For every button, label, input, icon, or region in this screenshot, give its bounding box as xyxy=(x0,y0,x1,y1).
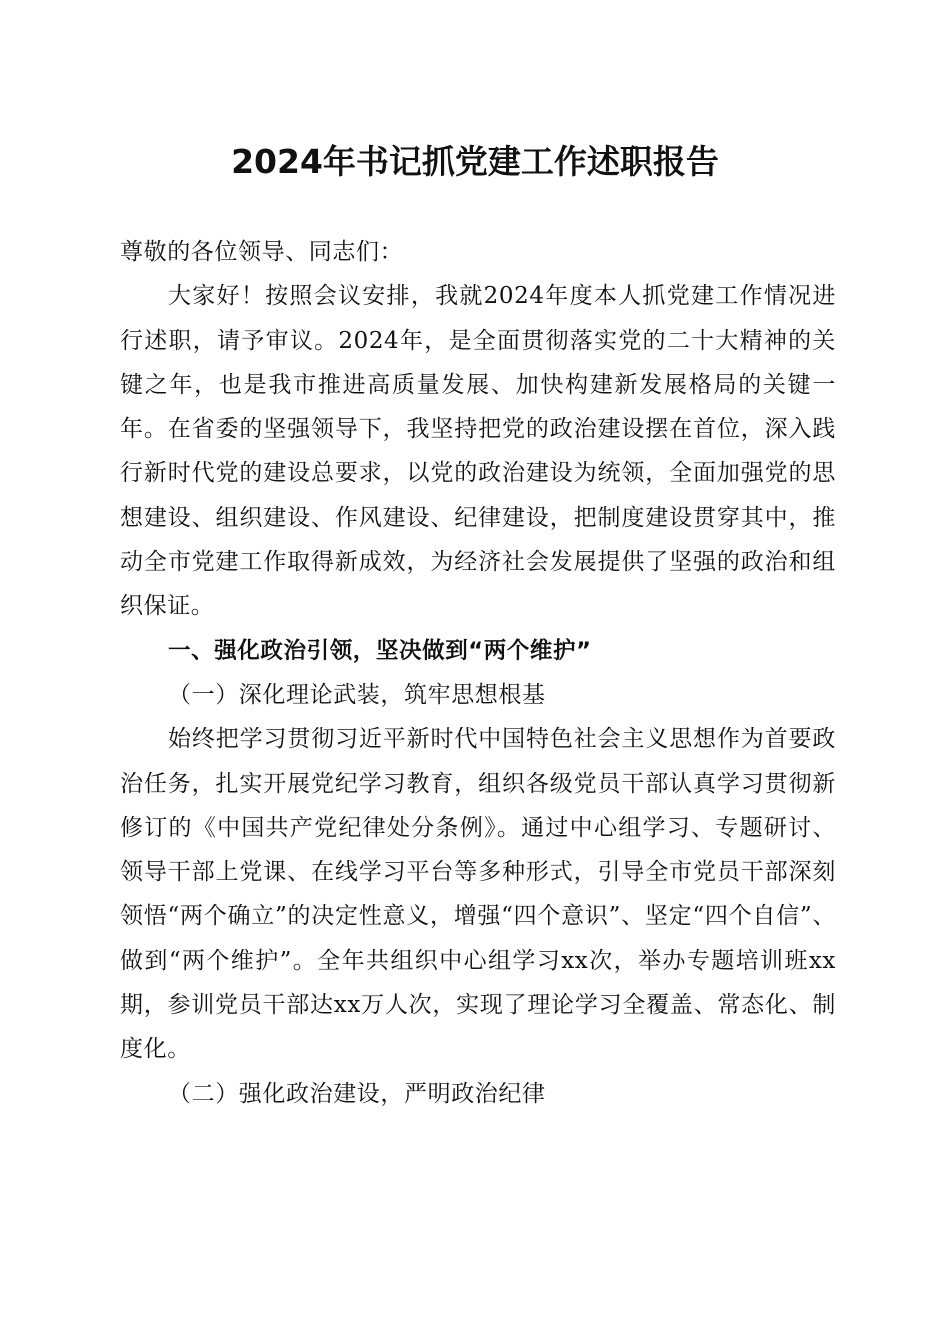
section-1-heading: 一、强化政治引领，坚决做到“两个维护” xyxy=(168,637,592,664)
document-body xyxy=(120,230,836,1116)
intro-paragraph: 大家好！按照会议安排，我就2024年度本人抓党建工作情况进行述职，请予审议。2024年，是全面贯彻落实党的二十大精神的关键之年，也是我市推进高质量发展、加快构建新发展格局的关键一年。在省委的坚强领导下，我坚持把党的政治建设摆在首位，深入践行新时代党的建设总要求，以党的政治建设为统领，全面加强党的思想建设、组织建设、作风建设、纪律建设，把制度建设贯穿其中，推动全市党建工作取得新成效，为经济社会发展提供了坚强的政治和组织保证。 xyxy=(120,283,836,620)
subsection-2-heading: （二）强化政治建设，严明政治纪律 xyxy=(168,1080,546,1107)
subsection-1-heading: （一）深化理论武装，筑牢思想根基 xyxy=(168,681,546,708)
salutation: 尊敬的各位领导、同志们： xyxy=(120,239,404,265)
subsection-1-paragraph: 始终把学习贯彻习近平新时代中国特色社会主义思想作为首要政治任务，扎实开展党纪学习教育，组织各级党员干部认真学习贯彻新修订的《中国共产党纪律处分条例》。通过中心组学习、专题研讨、领导干部上党课、在线学习平台等多种形式，引导全市党员干部深刻领悟“两个确立”的决定性意义，增强“四个意识”、坚定“四个自信”、做到“两个维护”。全年共组织中心组学习xx次，举办专题培训班xx期，参训党员干部达xx万人次，实现了理论学习全覆盖、常态化、制度化。 xyxy=(120,726,836,1063)
document-title: 2024年书记抓党建工作述职报告 xyxy=(231,142,719,181)
